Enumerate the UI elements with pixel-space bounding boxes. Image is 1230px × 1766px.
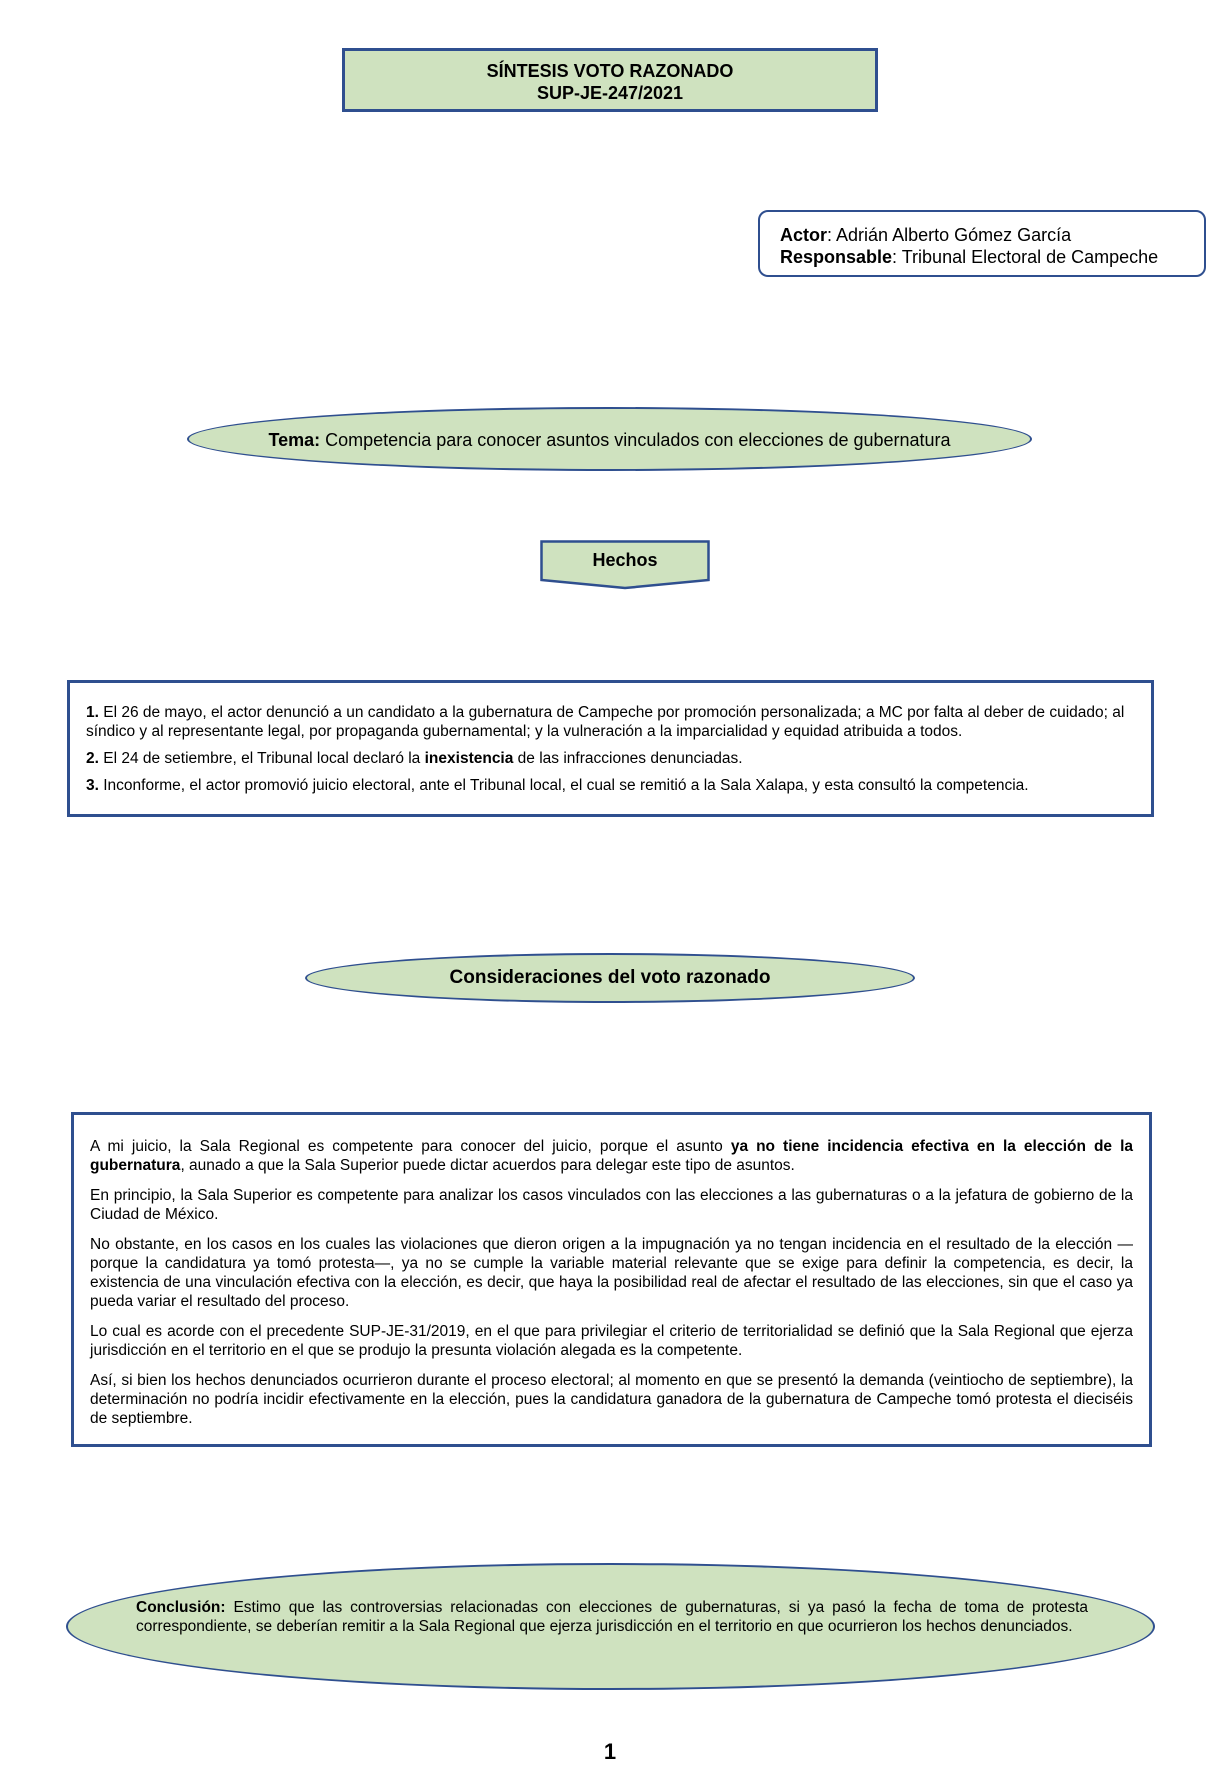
consideracion-paragraph-4: Lo cual es acorde con el precedente SUP-JE-31/2019, en el que para privilegiar el criterio de territorialidad se definió que la Sala Regional que ejerza jurisdicción en el territorio en el que se produjo la presunta violación alegada es la competente. (90, 1323, 1133, 1359)
hechos-heading: Hechos (592, 550, 658, 570)
page-number: 1 (603, 1739, 617, 1764)
title-box (342, 48, 878, 112)
tema-text: Competencia para conocer asuntos vinculados con elecciones de gubernatura (320, 430, 951, 450)
hecho-item-1 (86, 703, 1135, 741)
actor-label: Actor (780, 225, 828, 245)
hecho-item-2 (86, 749, 1135, 768)
tema-oval (187, 407, 1032, 471)
hecho-emphasis: inexistencia (424, 750, 514, 767)
actor-value: : Adrián Alberto Gómez García (827, 225, 1072, 245)
paragraph-text-end: , aunado a que la Sala Superior puede dictar acuerdos para delegar este tipo de asuntos. (180, 1157, 795, 1174)
responsable-label: Responsable (780, 247, 893, 267)
consideraciones-heading-oval (305, 953, 915, 1003)
document-title: SÍNTESIS VOTO RAZONADO (486, 61, 734, 81)
hecho-text: El 24 de setiembre, el Tribunal local declaró la (98, 750, 425, 767)
paragraph-emphasis: ya no tiene incidencia efectiva en la elección de la gubernatura (90, 1138, 1133, 1174)
consideracion-paragraph-3: No obstante, en los casos en los cuales las violaciones que dieron origen a la impugnación ya no tengan incidencia en el resultado de la elección —porque la candidatura ya tomó protesta—, ya no se cumple la variable material relevante que se exige para definir la competencia, es decir, la existencia de una vinculación efectiva con la elección, es decir, que haya la posibilidad real de afectar el resultado de las elecciones, sin que el caso ya pueda variar el resultado del proceso. (90, 1236, 1133, 1310)
paragraph-text: A mi juicio, la Sala Regional es competente para conocer del juicio, porque el asunto (90, 1138, 731, 1155)
responsable-value: : Tribunal Electoral de Campeche (892, 247, 1159, 267)
actor-line (780, 224, 1204, 246)
hecho-number: 2. (86, 750, 99, 767)
parties-box (758, 210, 1206, 277)
consideraciones-box (71, 1112, 1152, 1447)
hecho-number: 1. (86, 704, 99, 721)
hechos-heading-tag (540, 540, 710, 590)
hecho-item-3 (86, 776, 1135, 795)
consideracion-paragraph-2: En principio, la Sala Superior es competente para analizar los casos vinculados con las elecciones a las gubernaturas o a la jefatura de gobierno de la Ciudad de México. (90, 1187, 1133, 1223)
hecho-text: Inconforme, el actor promovió juicio electoral, ante el Tribunal local, el cual se remitió a la Sala Xalapa, y esta consultó la competencia. (98, 777, 1029, 794)
hecho-number: 3. (86, 777, 99, 794)
conclusion-oval (66, 1563, 1155, 1690)
hecho-text-end: de las infracciones denunciadas. (513, 750, 743, 767)
hecho-text: El 26 de mayo, el actor denunció a un candidato a la gubernatura de Campeche por promoción personalizada; a MC por falta al deber de cuidado; al síndico y al representante legal, por propaganda gubernamental; y la vulneración a la imparcialidad y equidad atribuida a todos. (86, 704, 1125, 740)
consideraciones-heading: Consideraciones del voto razonado (449, 967, 771, 988)
hechos-box (67, 680, 1154, 817)
responsable-line (780, 246, 1204, 268)
case-number: SUP-JE-247/2021 (536, 83, 684, 103)
conclusion-label: Conclusión: (136, 1599, 226, 1616)
conclusion-text: Estimo que las controversias relacionadas con elecciones de gubernaturas, si ya pasó la fecha de toma de protesta correspondiente, se deberían remitir a la Sala Regional que ejerza jurisdicción en el territorio en que ocurrieron los hechos denunciados. (136, 1599, 1088, 1635)
consideracion-paragraph-1 (90, 1137, 1133, 1175)
consideracion-paragraph-5: Así, si bien los hechos denunciados ocurrieron durante el proceso electoral; al momento en que se presentó la demanda (veintiocho de septiembre), la determinación no podría incidir efectivamente en la elección, pues la candidatura ganadora de la gubernatura de Campeche tomó protesta el dieciséis de septiembre. (90, 1372, 1133, 1427)
tema-label: Tema: (268, 430, 321, 450)
